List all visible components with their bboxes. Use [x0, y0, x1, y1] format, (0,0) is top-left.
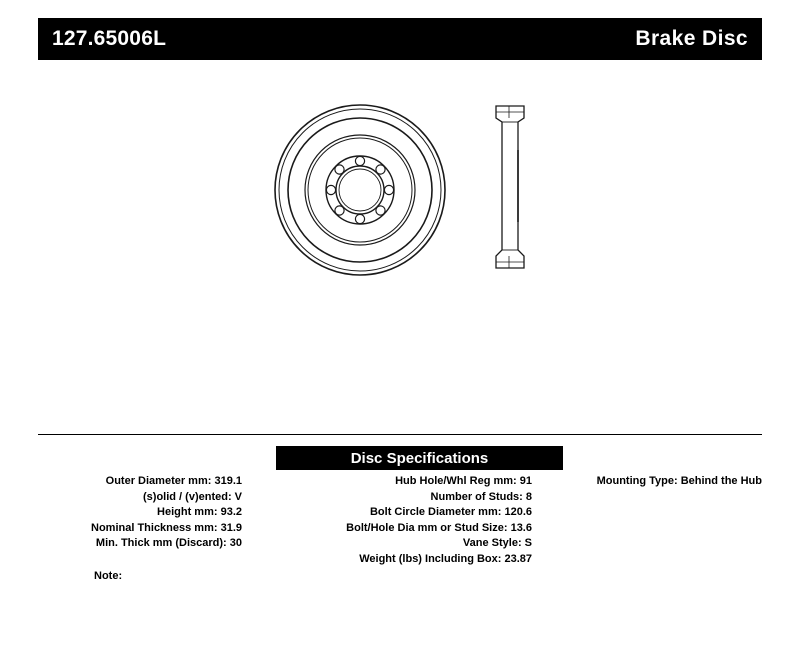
spec-item: Bolt Circle Diameter mm: 120.6 [369, 506, 532, 518]
spec-title: Disc Specifications [350, 449, 489, 467]
technical-drawing-area [38, 70, 762, 430]
spec-title-bar [38, 446, 762, 470]
spec-item: Weight (lbs) Including Box: 23.87 [359, 552, 532, 565]
spec-column-right [538, 474, 762, 567]
spec-section-divider [38, 434, 762, 435]
spec-item: Vane Style: S [462, 537, 532, 549]
spec-item: Bolt/Hole Dia mm or Stud Size: 13.6 [346, 521, 532, 534]
product-type-label: Brake Disc [635, 27, 748, 50]
spec-item: Hub Hole/Whl Reg mm: 91 [395, 475, 532, 487]
rotor-front-view [275, 105, 445, 275]
spec-item: (s)olid / (v)ented: V [143, 490, 242, 503]
part-number: 127.65006L [52, 27, 167, 50]
spec-item: Height mm: 93.2 [157, 506, 242, 518]
spec-item: Outer Diameter mm: 319.1 [105, 475, 242, 487]
rotor-cross-section-view [496, 106, 524, 268]
header-bar [38, 18, 762, 60]
spec-item: Min. Thick mm (Discard): 30 [95, 537, 242, 549]
note-label: Note: [94, 570, 123, 582]
spec-item: Mounting Type: Behind the Hub [596, 475, 762, 487]
spec-columns [38, 474, 762, 567]
spec-item: Number of Studs: 8 [430, 490, 532, 503]
rotor-drawing [268, 90, 588, 290]
spec-column-left [38, 474, 248, 567]
spec-item: Nominal Thickness mm: 31.9 [91, 521, 242, 534]
spec-column-middle [248, 474, 538, 567]
